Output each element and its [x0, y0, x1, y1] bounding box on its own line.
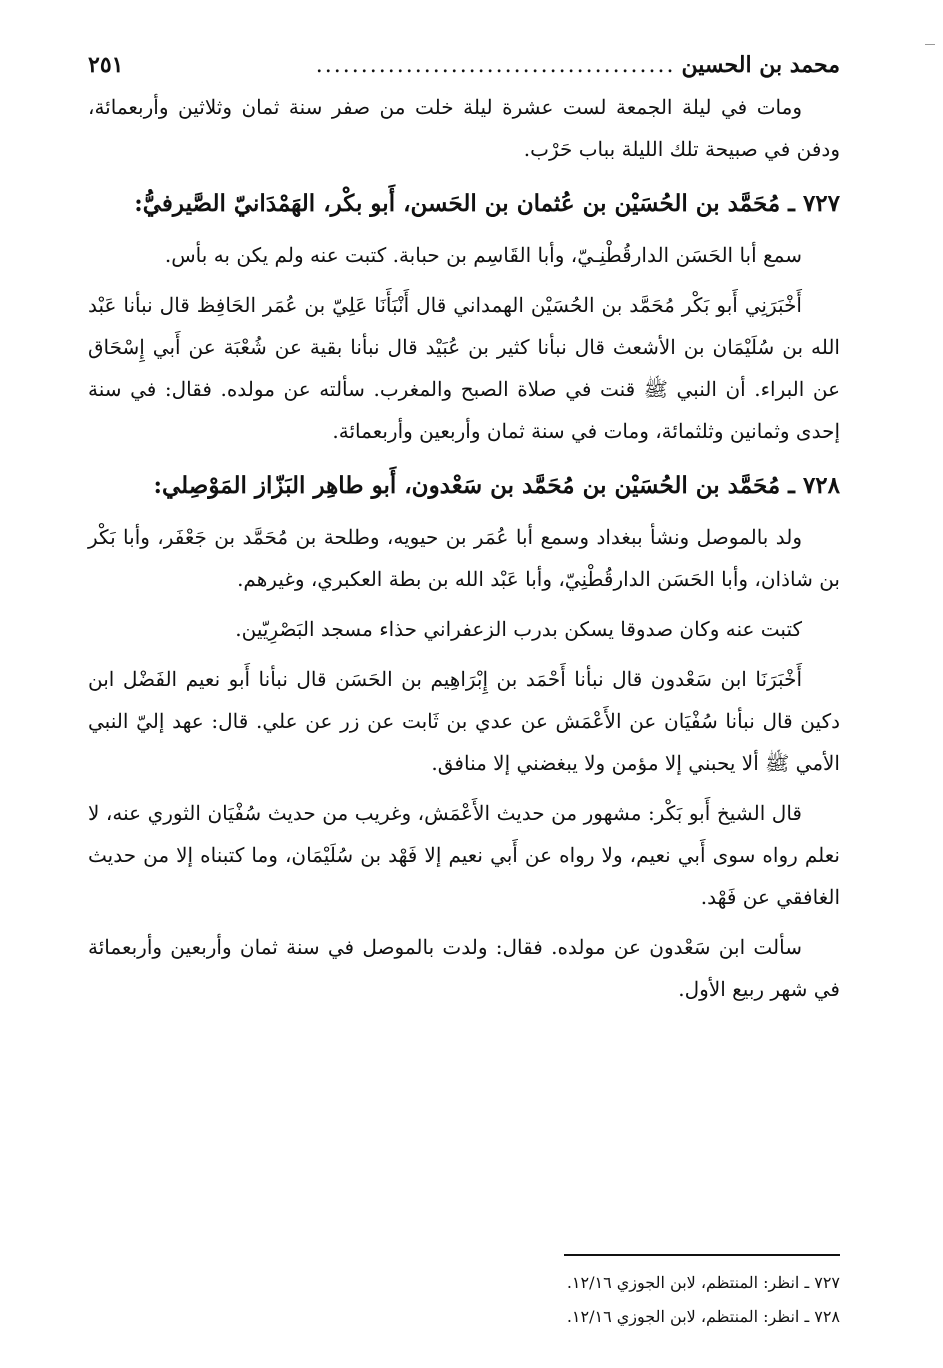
- entry-728-heading: ٧٢٨ ـ مُحَمَّد بن الحُسَيْن بن مُحَمَّد بن سَعْدون، أَبو طاهِر البَزّاز المَوْصِلي:: [153, 472, 840, 499]
- paragraph-727-hadith: أَخْبَرَنِي أَبو بَكْر مُحَمَّد بن الحُسَيْن الهمداني قال أَنْبَأَنَا عَلِيّ بن عُمَر الحَافِظ قال نبأنا عَبْد الله بن سُلَيْمَان بن الأشعث قال نبأنا كثير بن عُبَيْد قال نبأنا بقية عن شُعْبَة عن أَبي إِسْحَاق عن البراء. أن النبي ﷺ قنت في صلاة الصبح والمغرب. سألته عن مولده. فقال: في سنة إحدى وثمانين وثلثمائة، ومات في سنة ثمان وأربعين وأربعمائة.: [88, 293, 840, 443]
- paragraph-728-residence: كتبت عنه وكان صدوقا يسكن بدرب الزعفراني حذاء مسجد البَصْرِيّين.: [235, 617, 802, 641]
- footnote-728: ٧٢٨ ـ انظر: المنتظم، لابن الجوزي ١٢/١٦.: [566, 1307, 840, 1326]
- running-title: محمد بن الحسين: [681, 52, 840, 78]
- paragraph-728-birth: ولد بالموصل ونشأ ببغداد وسمع أبا عُمَر بن حيويه، وطلحة بن مُحَمَّد بن جَعْفَر، وأبا بَكْر بن شاذان، وأبا الحَسَن الدارقُطْنِيّ، وأبا عَبْد الله بن بطة العكبري، وغيرهم.: [88, 525, 840, 591]
- edge-mark: [925, 44, 935, 45]
- paragraph-727-hearing: سمع أبا الحَسَن الدارقُطْنِـيّ، وأبا القَاسِم بن حبابة. كتبت عنه ولم يكن به بأس.: [164, 243, 802, 267]
- page-number: ٢٥١: [88, 52, 124, 78]
- book-page: [88, 52, 840, 1010]
- paragraph-728-birthdate: سألت ابن سَعْدون عن مولده. فقال: ولدت بالموصل في سنة ثمان وأربعين وأربعمائة في شهر ربيع الأول.: [88, 935, 840, 1001]
- paragraph-death-date: ومات في ليلة الجمعة لست عشرة ليلة خلت من صفر سنة ثمان وثلاثين وأربعمائة، ودفن في صبيحة تلك الليلة بباب حَرْب.: [88, 95, 840, 161]
- footnotes: [340, 1266, 840, 1334]
- entry-727-heading: ٧٢٧ ـ مُحَمَّد بن الحُسَيْن بن عُثمان بن الحَسن، أَبو بكْر، الهَمْدَانيّ الصَّيرفيُّ:: [134, 190, 840, 217]
- paragraph-728-hadith: أَخْبَرَنَا ابن سَعْدون قال نبأنا أَحْمَد بن إِبْرَاهِيم بن الحَسَن قال نبأنا أَبو نعيم الفَضْل ابن دكين قال نبأنا سُفْيَان عن الأَعْمَش عن عدي بن ثَابت عن زر عن علي. قال: عهد إليّ النبي الأمي ﷺ ألا يحبني إلا مؤمن ولا يبغضني إلا منافق.: [88, 667, 840, 775]
- running-header: [88, 52, 840, 86]
- paragraph-728-commentary: قال الشيخ أَبو بَكْر: مشهور من حديث الأَعْمَش، وغريب من حديث سُفْيَان الثوري عنه، لا نعلم رواه سوى أَبي نعيم، ولا رواه عن أَبي نعيم إلا فَهْد بن سُلَيْمَان، وما كتبناه إلا من حديث الغافقي عن فَهْد.: [88, 801, 840, 909]
- footnote-rule: [564, 1254, 840, 1256]
- footnote-727: ٧٢٧ ـ انظر: المنتظم، لابن الجوزي ١٢/١٦.: [566, 1273, 840, 1292]
- dot-leader: ........................................: [315, 53, 676, 78]
